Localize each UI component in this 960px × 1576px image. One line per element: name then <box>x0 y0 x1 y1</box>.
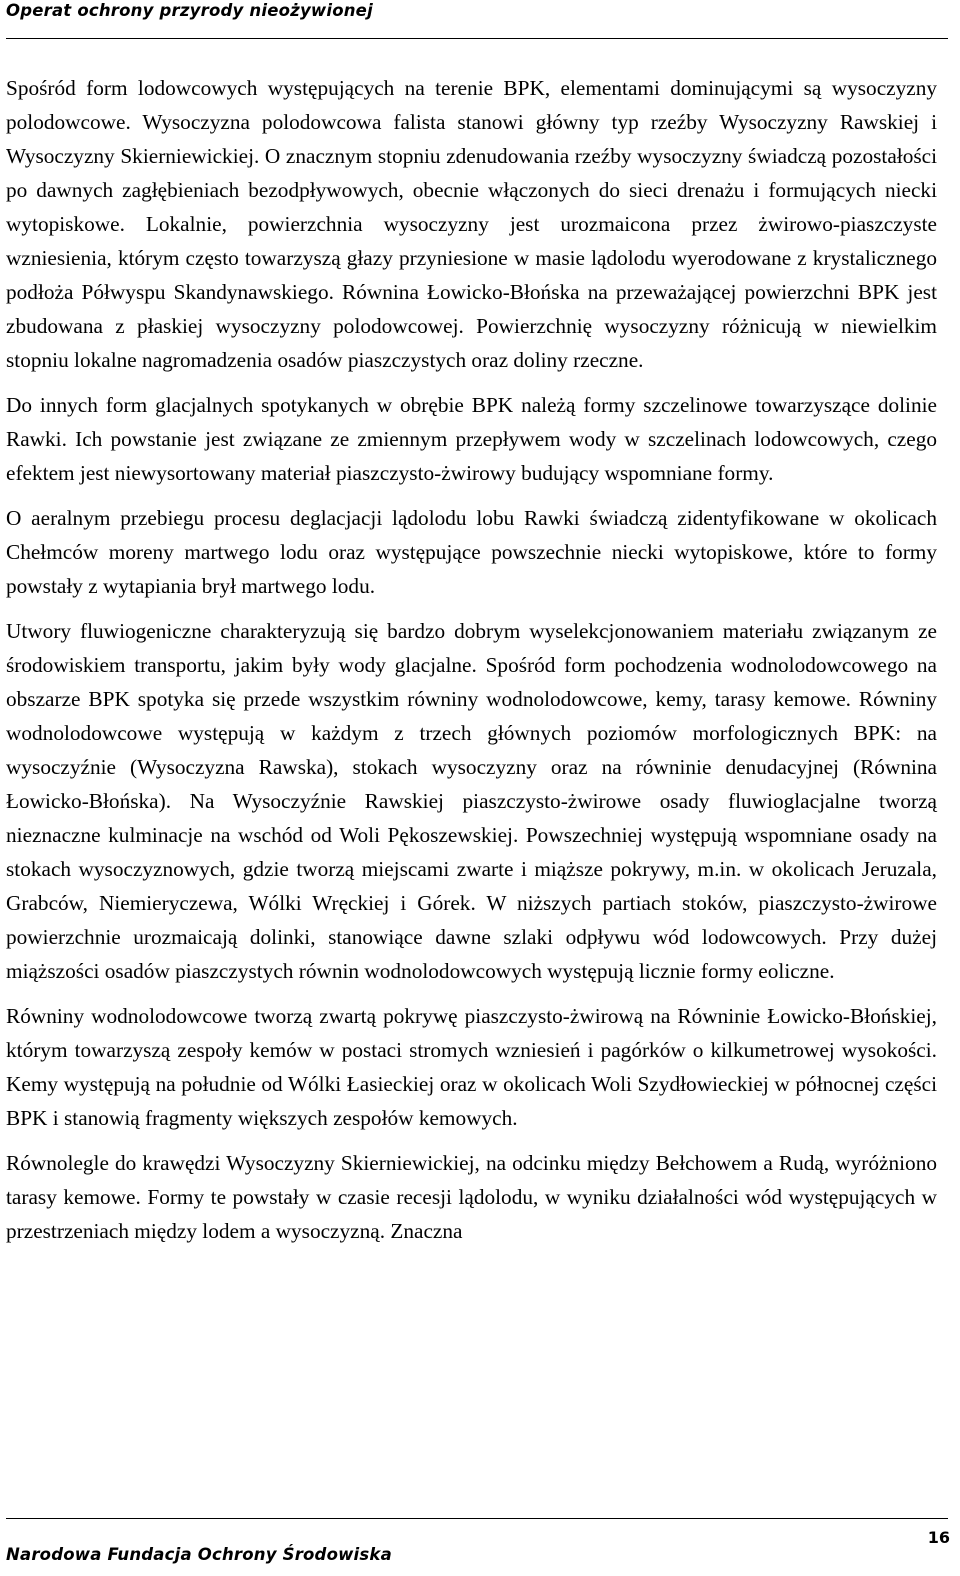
paragraph-5: Równiny wodnolodowcowe tworzą zwartą pokrywę piaszczysto-żwirową na Równinie Łowicko-Błońskiej, którym towarzyszą zespoły kemów w postaci stromych wzniesień i pagórków o kilkumetrowej wysokości. Kemy występują na południe od Wólki Łasieckiej oraz w okolicach Woli Szydłowieckiej w północnej części BPK i stanowią fragmenty większych zespołów kemowych. <box>6 1004 937 1130</box>
page-number: 16 <box>927 1528 950 1547</box>
footer-organization: Narodowa Fundacja Ochrony Środowiska <box>6 1545 392 1564</box>
paragraph-3: O aeralnym przebiegu procesu deglacjacji lądolodu lobu Rawki świadczą zidentyfikowane w okolicach Chełmców moreny martwego lodu oraz występujące powszechnie niecki wytopiskowe, które to formy powstały z wytapiania brył martwego lodu. <box>6 506 937 598</box>
page-footer <box>6 1518 948 1576</box>
paragraph-2: Do innych form glacjalnych spotykanych w obrębie BPK należą formy szczelinowe towarzyszące dolinie Rawki. Ich powstanie jest związane ze zmiennym przepływem wody w szczelinach lodowcowych, czego efektem jest niewysortowany materiał piaszczysto-żwirowy budujący wspomniane formy. <box>6 393 937 485</box>
paragraph-6: Równolegle do krawędzi Wysoczyzny Skierniewickiej, na odcinku między Bełchowem a Rudą, wyróżniono tarasy kemowe. Formy te powstały w czasie recesji lądolodu, w wyniku działalności wód występujących w przestrzeniach między lodem a wysoczyzną. Znaczna <box>6 1151 937 1243</box>
paragraph-1: Spośród form lodowcowych występujących na terenie BPK, elementami dominującymi są wysoczyzny polodowcowe. Wysoczyzna polodowcowa falista stanowi główny typ rzeźby Wysoczyzny Rawskiej i Wysoczyzny Skierniewickiej. O znacznym stopniu zdenudowania rzeźby wysoczyzny świadczą pozostałości po dawnych zagłębieniach bezodpływowych, obecnie włączonych do sieci drenażu i formujących niecki wytopiskowe. Lokalnie, powierzchnia wysoczyzny jest urozmaicona przez żwirowo-piaszczyste wzniesienia, którym często towarzyszą głazy przyniesione w masie lądolodu wyerodowane z krystalicznego podłoża Półwyspu Skandynawskiego. Równina Łowicko-Błońska na przeważającej powierzchni BPK jest zbudowana z płaskiej wysoczyzny polodowcowej. Powierzchnię wysoczyzny różnicują w niewielkim stopniu lokalne nagromadzenia osadów piaszczystych oraz doliny rzeczne. <box>6 76 937 372</box>
header-title: Operat ochrony przyrody nieożywionej <box>6 1 373 20</box>
document-body <box>6 71 937 1259</box>
page-header <box>6 0 948 39</box>
paragraph-4: Utwory fluwiogeniczne charakteryzują się bardzo dobrym wyselekcjonowaniem materiału związanym ze środowiskiem transportu, jakim były wody glacjalne. Spośród form pochodzenia wodnolodowcowego na obszarze BPK spotyka się przede wszystkim równiny wodnolodowcowe, kemy, tarasy kemowe. Równiny wodnolodowcowe występują w każdym z trzech głównych poziomów morfologicznych BPK: na wysoczyźnie (Wysoczyzna Rawska), stokach wysoczyzny oraz na równinie denudacyjnej (Równina Łowicko-Błońska). Na Wysoczyźnie Rawskiej piaszczysto-żwirowe osady fluwioglacjalne tworzą nieznaczne kulminacje na wschód od Woli Pękoszewskiej. Powszechniej występują wspomniane osady na stokach wysoczyznowych, gdzie tworzą miejscami zwarte i miąższe pokrywy, m.in. w okolicach Jeruzala, Grabców, Niemieryczewa, Wólki Wręckiej i Górek. W niższych partiach stoków, piaszczysto-żwirowe powierzchnie urozmaicają dolinki, stanowiące dawne szlaki odpływu wód lodowcowych. Przy dużej miąższości osadów piaszczystych równin wodnolodowcowych występują licznie formy eoliczne. <box>6 619 937 983</box>
